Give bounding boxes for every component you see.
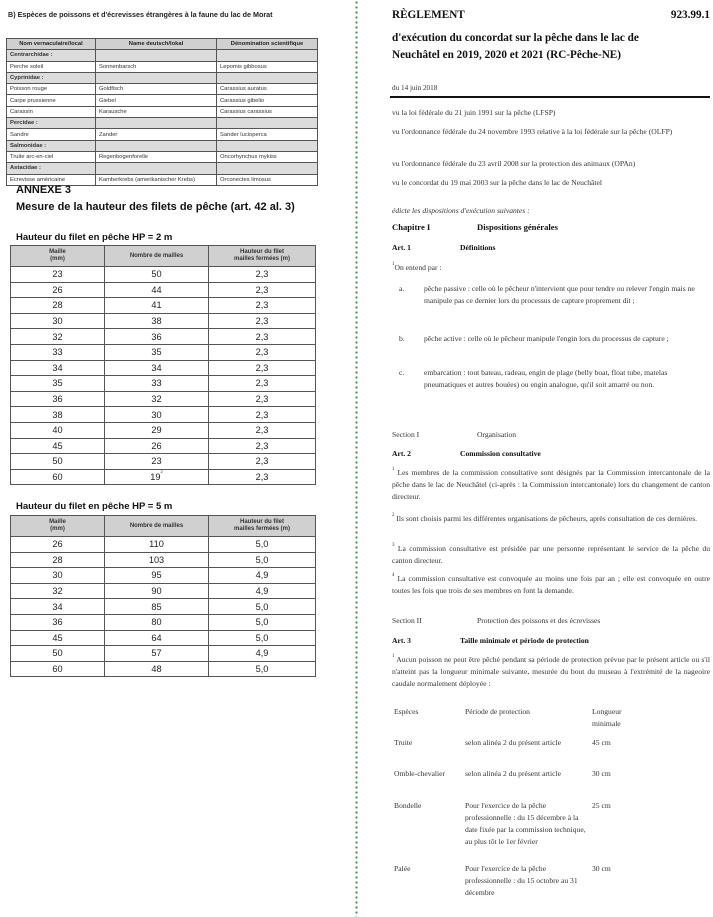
mesh-size: 28 [11,552,105,568]
vernacular-name: Ecrevisse américaine [7,174,96,185]
net-height: 2,3 [209,344,316,360]
mesh-count: 35 [105,344,209,360]
mesh-row [11,313,316,329]
scientific-name: Carassius gibelio [217,95,318,106]
german-name [96,72,217,83]
mesh-size: 50 [11,454,105,470]
mesh-count: 95 [105,568,209,584]
net-height: 2,3 [209,267,316,283]
mesh-count: 41 [105,298,209,314]
family-row [7,118,318,129]
net-height: 2,3 [209,376,316,392]
german-name: Kamberkrebs (amerikanischer Krebs) [96,174,217,185]
mesh-row [11,469,316,485]
mesh-count: 44 [105,282,209,298]
mesh-count: 90 [105,583,209,599]
mesh-row [11,329,316,345]
species-row [7,106,318,117]
page-separator [355,0,358,917]
art-2-para-3: $^3$ La commission consultative est présidée par une personne représentant le service de la pêche du canton directeur. [392,543,710,566]
art-2-para-2: $^2$ Ils sont choisis parmi les différentes organisations de pêcheurs, après consultation de ces dernières. [392,513,698,523]
header-mesh-count: Nombre de mailles [105,246,209,267]
art-1-intro: $^1$On entend par : [392,262,442,272]
mesh-row [11,267,316,283]
header-mesh-size: Maille (mm) [11,516,105,537]
header-species: Espèces [394,707,419,716]
mesh-row [11,646,316,662]
mesh-count: 36 [105,329,209,345]
regulation-date: du 14 juin 2018 [392,84,438,92]
preamble-1: vu la loi fédérale du 21 juin 1991 sur la pêche (LFSP) [392,108,556,117]
german-name: Goldfisch [96,84,217,95]
net-height: 4,9 [209,583,316,599]
mesh-count: 34 [105,360,209,376]
vernacular-name: Centrarchidae : [7,50,96,61]
mesh-row [11,391,316,407]
regulation-heading: RÈGLEMENT [392,9,465,21]
mesh-row [11,661,316,677]
art-2-heading: Art. 2 Commission consultative [392,449,541,458]
mesh-row [11,360,316,376]
mesh-count: 80 [105,614,209,630]
definition-c: c. embarcation : tout bateau, radeau, engin de plage (belly boat, float tube, matelas pneumatiques et autres bouées) ou engin analogue, qu'il soit amarré ou non. [399,368,668,390]
footnote-marker: 2 [160,469,163,475]
vernacular-name: Astacidae : [7,163,96,174]
mesh-size: 23 [11,267,105,283]
net-height: 5,0 [209,661,316,677]
mesh-count: 48 [105,661,209,677]
regulation-page: RÈGLEMENT 923.99.1 d'exécution du concordat sur la pêche dans le lac de Neuchâtel en 2019, 2020 et 2021 (RC-Pêche-NE) du 14 juin 2018 vu la loi fédérale du 21 juin 1991 sur la pêche (LFSP) vu l'ordonnance fédérale du 24 novembre 1993 relative à la loi fédérale sur la pêche (OLFP) vu l'ordonnance fédérale du 23 avril 2008 sur la protection des animaux (OPAn) vu le concordat du 19 mai 2003 sur la pêche dans le lac de Neuchâtel édicte les dispositions d'exécution suivantes : Chapitre I Dispositions générales Art. 1 Définitions $^1$On entend par : a. pêche passive : celle où le pêcheur n'intervient que pour tendre ou relever l'engin mais ne manipule pas ce dernier lors du processus de capture proprement dit ; b. pêche active : celle où le pêcheur manipule l'engin lors du processus de capture ; c. embarcation : tout bateau, radeau, engin de plage (belly boat, float tube, matelas pneumatiques et autres bouées) ou engin analogue, qu'il soit amarré ou non. Section I Organisation Art. 2 Commission consultative $^1$ Les membres de la commission consultative sont désignés par la Commission intercantonale de la pêche dans le lac de Neuchâtel (ci-après : la Commission intercantonale) lors du changement de canton directeur. $^2$ Ils sont choisis parmi les différentes organisations de pêcheurs, après consultation de ces dernières. $^3$ La commission consultative est présidée par une personne représentant le service de la pêche du canton directeur. $^4$ La commission consultative est convoquée au moins une fois par an ; elle est convoquée en outre toutes les fois que trois de ses membres en font la demande. Section II Protection des poissons et des écrevisses Art. 3 Taille minimale et période de protection $^1$ Aucun poisson ne peut être pêché pendant sa période de protection prévue par le présent article ou s'il n'atteint pas la longueur minimale suivante, mesurée du bout du museau à l'extrémité de la nageoire caudale normalement déployée : Espèces Période de protection Longueur minimale Truite selon alinéa 2 du présent article 45 cm Omble-chevalier selon alinéa 2 du présent article 30 cm Bondelle Pour l'exercice de la pêche professionnelle : du 15 décembre à la date fixée par la commission technique, au plus tôt le 1er février 25 cm Palée Pour l'exercice de la pêche professionnelle : du 15 octobre au 31 décembre 30 cm [392,9,710,898]
mesh-count: 26 [105,438,209,454]
regulation-title: d'exécution du concordat sur la pêche dans le lac de Neuchâtel en 2019, 2020 et 2021 (RC-Pêche-NE) [392,32,639,62]
enacts-clause: édicte les dispositions d'exécution suivantes : [392,206,530,215]
mesh-count: 50 [105,267,209,283]
mesh-row [11,298,316,314]
mesh-count: 32 [105,391,209,407]
header-mesh-count: Nombre de mailles [105,516,209,537]
hp5-table-title: Hauteur du filet en pêche HP = 5 m [16,501,173,512]
vernacular-name: Poisson rouge [7,84,96,95]
scientific-name: Orconectes limosus [217,174,318,185]
art-3-heading: Art. 3 Taille minimale et période de protection [392,636,589,645]
mesh-table-header-row [11,246,316,267]
german-name [96,140,217,151]
art-1-heading: Art. 1 Définitions [392,243,496,252]
net-height: 2,3 [209,454,316,470]
german-name [96,50,217,61]
mesh-table-header-row [11,516,316,537]
net-height: 2,3 [209,298,316,314]
family-row [7,72,318,83]
scientific-name: Carassius carassius [217,106,318,117]
vernacular-name: Cyprinidae : [7,72,96,83]
header-scientific: Dénomination scientifique [217,39,318,50]
mesh-count: 57 [105,646,209,662]
mesh-row [11,376,316,392]
header-german: Name deutsch/lokal [96,39,217,50]
species-row [7,129,318,140]
species-row [7,84,318,95]
mesh-count: 33 [105,376,209,392]
mesh-row [11,422,316,438]
art-3-para-1: $^1$ Aucun poisson ne peut être pêché pendant sa période de protection prévue par le présent article ou s'il n'atteint pas la longueur minimale suivante, mesurée du bout du museau à l'extrémité de la nageoire caudale normalement déployée : [392,654,710,689]
mesh-count: 30 [105,407,209,423]
net-height: 4,9 [209,568,316,584]
mesh-size: 36 [11,391,105,407]
regulation-number: 923.99.1 [670,9,710,21]
mesh-size: 32 [11,583,105,599]
mesh-size: 40 [11,422,105,438]
regulation-header [392,9,710,21]
german-name: Giebel [96,95,217,106]
scientific-name: Oncorhynchus mykiss [217,151,318,162]
mesh-row [11,344,316,360]
scientific-name [217,118,318,129]
species-section-title: B) Espèces de poissons et d'écrevisses étrangères à la faune du lac de Morat [8,10,273,19]
mesh-size: 32 [11,329,105,345]
family-row [7,163,318,174]
net-height: 2,3 [209,282,316,298]
family-row [7,50,318,61]
mesh-size: 30 [11,568,105,584]
hp2-mesh-table [10,245,316,485]
net-height: 4,9 [209,646,316,662]
net-height: 5,0 [209,552,316,568]
mesh-count: 64 [105,630,209,646]
definition-a: a. pêche passive : celle où le pêcheur n'intervient que pour tendre ou relever l'engin mais ne manipule pas ce dernier lors du processus de capture proprement dit ; [399,284,695,306]
mesh-count: 19$^2$ [105,469,209,485]
hp5-mesh-table [10,515,316,677]
german-name: Karausche [96,106,217,117]
mesh-row [11,568,316,584]
vernacular-name: Percidae : [7,118,96,129]
mesh-size: 38 [11,407,105,423]
scientific-name [217,163,318,174]
net-height: 5,0 [209,630,316,646]
mesh-row [11,282,316,298]
mesh-size: 34 [11,360,105,376]
definition-b: b. pêche active : celle où le pêcheur manipule l'engin lors du processus de capture ; [399,334,669,343]
species-row [7,95,318,106]
german-name [96,118,217,129]
hp2-table-title: Hauteur du filet en pêche HP = 2 m [16,232,173,243]
mesh-size: 34 [11,599,105,615]
net-height: 2,3 [209,469,316,485]
scientific-name: Carassius auratus [217,84,318,95]
net-height: 2,3 [209,391,316,407]
header-vernacular: Nom vernaculaire/local [7,39,96,50]
vernacular-name: Carassin [7,106,96,117]
mesh-size: 26 [11,282,105,298]
annex-title: ANNEXE 3 [16,184,72,196]
mesh-size: 26 [11,537,105,553]
annex-subtitle: Mesure de la hauteur des filets de pêche (art. 42 al. 3) [16,201,295,213]
mesh-row [11,407,316,423]
vernacular-name: Sandre [7,129,96,140]
mesh-size: 30 [11,313,105,329]
family-row [7,140,318,151]
net-height: 2,3 [209,313,316,329]
preamble-3: vu l'ordonnance fédérale du 23 avril 2008 sur la protection des animaux (OPAn) [392,159,636,168]
species-row [7,61,318,72]
annex-page [0,0,350,917]
foreign-species-table [6,38,318,186]
vernacular-name: Salmonidae : [7,140,96,151]
net-height: 2,3 [209,438,316,454]
mesh-count: 29 [105,422,209,438]
section-2-heading: Section II Protection des poissons et des écrevisses [392,616,601,625]
header-net-height: Hauteur du filet mailles fermées (m) [209,246,316,267]
species-table-header-row [7,39,318,50]
german-name [96,163,217,174]
net-height: 2,3 [209,407,316,423]
mesh-count: 110 [105,537,209,553]
net-height: 2,3 [209,360,316,376]
german-name: Sonnenbarsch [96,61,217,72]
mesh-size: 35 [11,376,105,392]
mesh-size: 33 [11,344,105,360]
mesh-size: 28 [11,298,105,314]
mesh-count: 38 [105,313,209,329]
mesh-size: 60 [11,661,105,677]
preamble-4: vu le concordat du 19 mai 2003 sur la pêche dans le lac de Neuchâtel [392,178,603,187]
mesh-row [11,552,316,568]
header-rule [390,96,710,98]
mesh-count: 23 [105,454,209,470]
mesh-row [11,454,316,470]
scientific-name: Sander lucioperca [217,129,318,140]
mesh-size: 45 [11,630,105,646]
net-height: 5,0 [209,537,316,553]
mesh-row [11,537,316,553]
mesh-size: 50 [11,646,105,662]
net-height: 2,3 [209,422,316,438]
german-name: Regenbogenforelle [96,151,217,162]
mesh-count: 103 [105,552,209,568]
art-2-para-4: $^4$ La commission consultative est convoquée au moins une fois par an ; elle est convoquée en outre toutes les fois que trois de ses membres en font la demande. [392,573,710,596]
scientific-name [217,72,318,83]
mesh-row [11,599,316,615]
art-2-para-1: $^1$ Les membres de la commission consultative sont désignés par la Commission intercantonale de la pêche dans le lac de Neuchâtel (ci-après : la Commission intercantonale) lors du changement de canton directeur. [392,467,710,502]
preamble-2: vu l'ordonnance fédérale du 24 novembre 1993 relative à la loi fédérale sur la pêche (OLFP) [392,127,673,136]
mesh-row [11,630,316,646]
mesh-size: 36 [11,614,105,630]
mesh-row [11,438,316,454]
chapter-1-heading: Chapitre I Dispositions générales [392,222,558,232]
net-height: 5,0 [209,614,316,630]
mesh-row [11,583,316,599]
header-min-length: Longueur minimale [592,707,622,729]
net-height: 2,3 [209,329,316,345]
vernacular-name: Truite arc-en-ciel [7,151,96,162]
scientific-name [217,140,318,151]
section-1-heading: Section I Organisation [392,430,517,439]
mesh-size: 60 [11,469,105,485]
mesh-row [11,614,316,630]
scientific-name: Lepomis gibbosus [217,61,318,72]
mesh-count: 85 [105,599,209,615]
header-net-height: Hauteur du filet mailles fermées (m) [209,516,316,537]
header-period: Période de protection [465,707,530,716]
scientific-name [217,50,318,61]
german-name: Zander [96,129,217,140]
net-height: 5,0 [209,599,316,615]
mesh-size: 45 [11,438,105,454]
header-mesh-size: Maille (mm) [11,246,105,267]
vernacular-name: Carpe prussienne [7,95,96,106]
species-row [7,151,318,162]
vernacular-name: Perche soleil [7,61,96,72]
